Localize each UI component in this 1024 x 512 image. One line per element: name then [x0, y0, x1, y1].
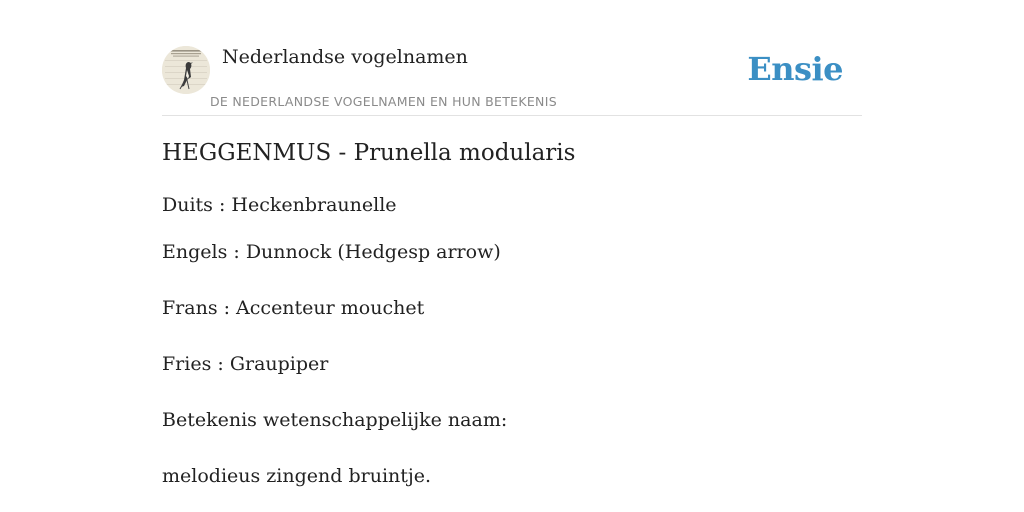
translation-french: Frans : Accenteur mouchet — [162, 297, 425, 319]
bird-book-cover-image — [162, 46, 210, 94]
translation-english: Engels : Dunnock (Hedgesp arrow) — [162, 241, 501, 263]
site-subtitle: DE NEDERLANDSE VOGELNAMEN EN HUN BETEKENIS — [210, 94, 557, 109]
translation-frisian: Fries : Graupiper — [162, 353, 329, 375]
scientific-name-meaning: melodieus zingend bruintje. — [162, 465, 432, 487]
translation-german: Duits : Heckenbraunelle — [162, 194, 397, 216]
article-title: HEGGENMUS - Prunella modularis — [162, 140, 576, 166]
bird-book-cover-icon[interactable] — [162, 46, 210, 94]
site-title[interactable]: Nederlandse vogelnamen — [222, 46, 468, 68]
ensie-logo-link[interactable]: Ensie — [747, 50, 843, 88]
site-header — [162, 44, 862, 116]
scientific-name-heading: Betekenis wetenschappelijke naam: — [162, 409, 508, 431]
